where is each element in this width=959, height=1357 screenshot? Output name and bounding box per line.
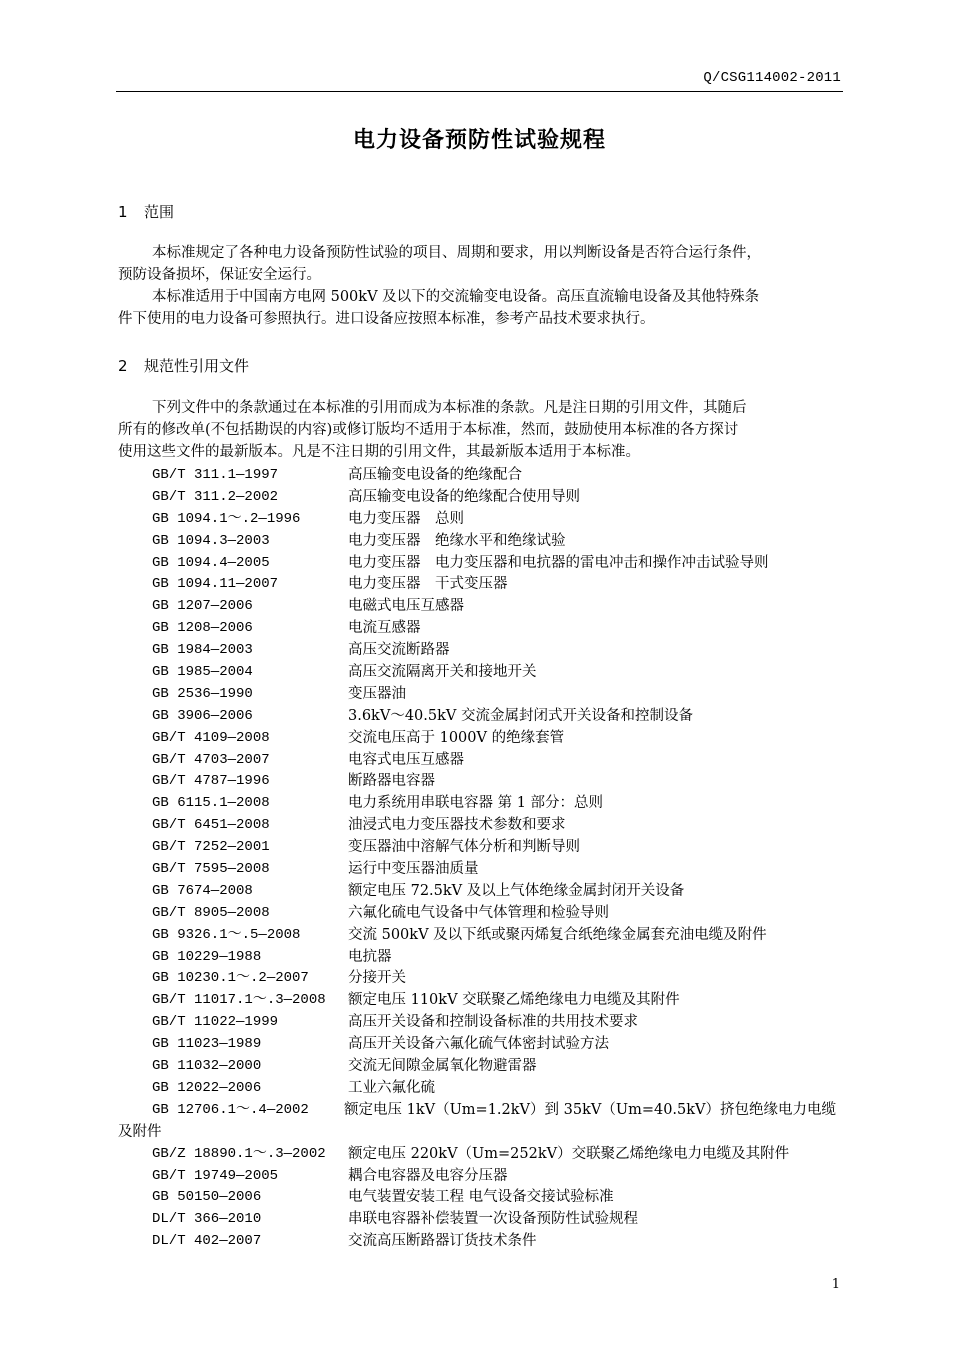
reference-code: GB 12706.1～.4—2002 xyxy=(152,1101,309,1118)
reference-code: GB 3906—2006 xyxy=(152,707,253,724)
reference-item xyxy=(118,684,843,706)
reference-item xyxy=(118,487,843,509)
reference-title-continuation: 及附件 xyxy=(118,1123,162,1140)
paragraph-line: 下列文件中的条款通过在本标准的引用而成为本标准的条款。凡是注日期的引用文件，其随后 xyxy=(152,400,747,416)
reference-code: GB/T 4787—1996 xyxy=(152,773,270,790)
section-title: 范围 xyxy=(144,203,175,221)
reference-item xyxy=(118,750,843,772)
reference-code: GB/T 8905—2008 xyxy=(152,904,270,921)
reference-item xyxy=(118,706,843,728)
reference-title: 电流互感器 xyxy=(348,620,421,637)
reference-item-continuation xyxy=(118,1122,843,1144)
reference-item xyxy=(118,859,843,881)
paragraph-line: 本标准适用于中国南方电网 500kV 及以下的交流输变电设备。高压直流输电设备及其他特殊条 xyxy=(152,289,760,305)
reference-code: GB 11032—2000 xyxy=(152,1058,262,1075)
header-rule xyxy=(116,91,843,92)
section-1-body xyxy=(118,242,841,330)
reference-item xyxy=(118,618,843,640)
reference-title: 交流无间隙金属氧化物避雷器 xyxy=(348,1058,537,1075)
reference-item xyxy=(118,815,843,837)
section-2-heading xyxy=(118,355,249,376)
reference-code: GB 10229—1988 xyxy=(152,948,262,965)
reference-code: GB 1094.3—2003 xyxy=(152,532,270,549)
reference-title: 断路器电容器 xyxy=(348,773,435,790)
reference-title: 高压开关设备和控制设备标准的共用技术要求 xyxy=(348,1014,638,1031)
reference-code: GB/T 311.1—1997 xyxy=(152,467,279,483)
reference-item xyxy=(118,596,843,618)
reference-title: 额定电压 72.5kV 及以上气体绝缘金属封闭开关设备 xyxy=(348,882,685,899)
reference-code: GB 2536—1990 xyxy=(152,685,253,702)
reference-item xyxy=(118,1034,843,1056)
reference-item xyxy=(118,728,843,750)
section-1-heading xyxy=(118,201,174,222)
reference-code: GB/T 4109—2008 xyxy=(152,729,270,746)
paragraph-line: 所有的修改单(不包括勘误的内容)或修订版均不适用于本标准，然而，鼓励使用本标准的各方探讨 xyxy=(118,422,739,438)
reference-code: GB 10230.1～.2—2007 xyxy=(152,970,309,987)
reference-title: 交流 500kV 及以下纸或聚丙烯复合纸绝缘金属套充油电缆及附件 xyxy=(348,926,767,943)
reference-item xyxy=(118,837,843,859)
reference-title: 额定电压 220kV（Um=252kV）交联聚乙烯绝缘电力电缆及其附件 xyxy=(348,1145,790,1162)
reference-code: GB/T 7595—2008 xyxy=(152,861,270,878)
reference-code: GB 1984—2003 xyxy=(152,642,253,659)
reference-title: 运行中变压器油质量 xyxy=(348,861,479,878)
reference-code: GB/T 6451—2008 xyxy=(152,817,270,834)
reference-title: 电力变压器 电力变压器和电抗器的雷电冲击和操作冲击试验导则 xyxy=(348,554,769,571)
reference-item xyxy=(118,1144,843,1166)
section-number: 2 xyxy=(118,357,128,375)
reference-item xyxy=(118,1209,843,1231)
reference-title: 工业六氟化硫 xyxy=(348,1079,435,1096)
reference-item xyxy=(118,771,843,793)
reference-code: GB 1094.11—2007 xyxy=(152,576,279,593)
reference-code: GB 7674—2008 xyxy=(152,882,253,899)
paragraph-line: 件下使用的电力设备可参照执行。进口设备应按照本标准，参考产品技术要求执行。 xyxy=(118,311,655,327)
reference-code: GB 11023—1989 xyxy=(152,1036,262,1053)
reference-item xyxy=(118,509,843,531)
reference-title: 额定电压 110kV 交联聚乙烯绝缘电力电缆及其附件 xyxy=(348,992,680,1009)
reference-item xyxy=(118,793,843,815)
reference-code: DL/T 366—2010 xyxy=(152,1211,262,1228)
reference-code: GB 50150—2006 xyxy=(152,1189,262,1206)
reference-item xyxy=(118,1166,843,1188)
paragraph-line: 使用这些文件的最新版本。凡是不注日期的引用文件，其最新版本适用于本标准。 xyxy=(118,444,640,460)
reference-item xyxy=(118,990,843,1012)
page-title: 电力设备预防性试验规程 xyxy=(352,128,606,153)
reference-code: GB/T 311.2—2002 xyxy=(152,488,279,505)
reference-item xyxy=(118,881,843,903)
reference-title: 额定电压 1kV（Um=1.2kV）到 35kV（Um=40.5kV）挤包绝缘电力电缆 xyxy=(344,1101,837,1118)
reference-title: 电力系统用串联电容器 第 1 部分：总则 xyxy=(348,795,604,812)
reference-item xyxy=(118,968,843,990)
reference-item xyxy=(118,1187,843,1209)
reference-title: 分接开关 xyxy=(348,970,406,987)
reference-title: 变压器油中溶解气体分析和判断导则 xyxy=(348,839,580,856)
reference-title: 电力变压器 绝缘水平和绝缘试验 xyxy=(348,532,566,549)
reference-item xyxy=(118,1012,843,1034)
reference-code: GB/T 4703—2007 xyxy=(152,751,270,768)
reference-code: GB 9326.1～.5—2008 xyxy=(152,926,301,943)
paragraph-line: 预防设备损坏，保证安全运行。 xyxy=(118,267,321,283)
reference-code: GB 1094.1～.2—1996 xyxy=(152,510,301,527)
document-code: Q/CSG114002-2011 xyxy=(703,70,841,86)
reference-title: 电容式电压互感器 xyxy=(348,751,464,768)
reference-code: GB/T 11017.1～.3—2008 xyxy=(152,992,326,1009)
reference-title: 高压开关设备六氟化硫气体密封试验方法 xyxy=(348,1036,609,1053)
reference-code: GB 1094.4—2005 xyxy=(152,554,270,571)
reference-title: 变压器油 xyxy=(348,685,406,702)
reference-code: GB/T 11022—1999 xyxy=(152,1014,279,1031)
reference-title: 电磁式电压互感器 xyxy=(348,598,464,615)
reference-item xyxy=(118,640,843,662)
paragraph-line: 本标准规定了各种电力设备预防性试验的项目、周期和要求，用以判断设备是否符合运行条件， xyxy=(152,245,761,261)
reference-title: 串联电容器补偿装置一次设备预防性试验规程 xyxy=(348,1211,638,1228)
reference-list xyxy=(118,465,843,1253)
reference-item xyxy=(118,903,843,925)
reference-code: GB/T 19749—2005 xyxy=(152,1167,279,1184)
reference-title: 交流电压高于 1000V 的绝缘套管 xyxy=(348,729,565,746)
reference-item xyxy=(118,465,843,487)
reference-title: 电力变压器 干式变压器 xyxy=(348,576,508,593)
reference-item xyxy=(118,553,843,575)
reference-title: 高压交流隔离开关和接地开关 xyxy=(348,664,537,681)
section-title: 规范性引用文件 xyxy=(144,357,250,375)
reference-code: GB/Z 18890.1～.3—2002 xyxy=(152,1145,326,1162)
reference-title: 高压输变电设备的绝缘配合 xyxy=(348,467,522,483)
section-number: 1 xyxy=(118,203,128,221)
reference-title: 高压交流断路器 xyxy=(348,642,450,659)
reference-title: 六氟化硫电气设备中气体管理和检验导则 xyxy=(348,904,609,921)
reference-item xyxy=(118,1078,843,1100)
reference-item xyxy=(118,947,843,969)
reference-item xyxy=(118,1100,843,1122)
reference-code: DL/T 402—2007 xyxy=(152,1233,262,1250)
reference-code: GB 6115.1—2008 xyxy=(152,795,270,812)
reference-title: 交流高压断路器订货技术条件 xyxy=(348,1233,537,1250)
reference-code: GB 1985—2004 xyxy=(152,664,253,681)
reference-item xyxy=(118,1056,843,1078)
reference-code: GB 12022—2006 xyxy=(152,1079,262,1096)
reference-title: 高压输变电设备的绝缘配合使用导则 xyxy=(348,488,580,505)
reference-title: 油浸式电力变压器技术参数和要求 xyxy=(348,817,566,834)
reference-title: 3.6kV～40.5kV 交流金属封闭式开关设备和控制设备 xyxy=(348,707,693,724)
reference-title: 电气装置安装工程 电气设备交接试验标准 xyxy=(348,1189,614,1206)
reference-item xyxy=(118,925,843,947)
page-number: 1 xyxy=(831,1277,840,1292)
reference-item xyxy=(118,574,843,596)
reference-item xyxy=(118,662,843,684)
reference-code: GB 1207—2006 xyxy=(152,598,253,615)
reference-code: GB 1208—2006 xyxy=(152,620,253,637)
reference-title: 电抗器 xyxy=(348,948,392,965)
reference-item xyxy=(118,531,843,553)
reference-title: 电力变压器 总则 xyxy=(348,510,464,527)
reference-item xyxy=(118,1231,843,1253)
reference-title: 耦合电容器及电容分压器 xyxy=(348,1167,508,1184)
section-2-body xyxy=(118,397,841,463)
reference-code: GB/T 7252—2001 xyxy=(152,839,270,856)
